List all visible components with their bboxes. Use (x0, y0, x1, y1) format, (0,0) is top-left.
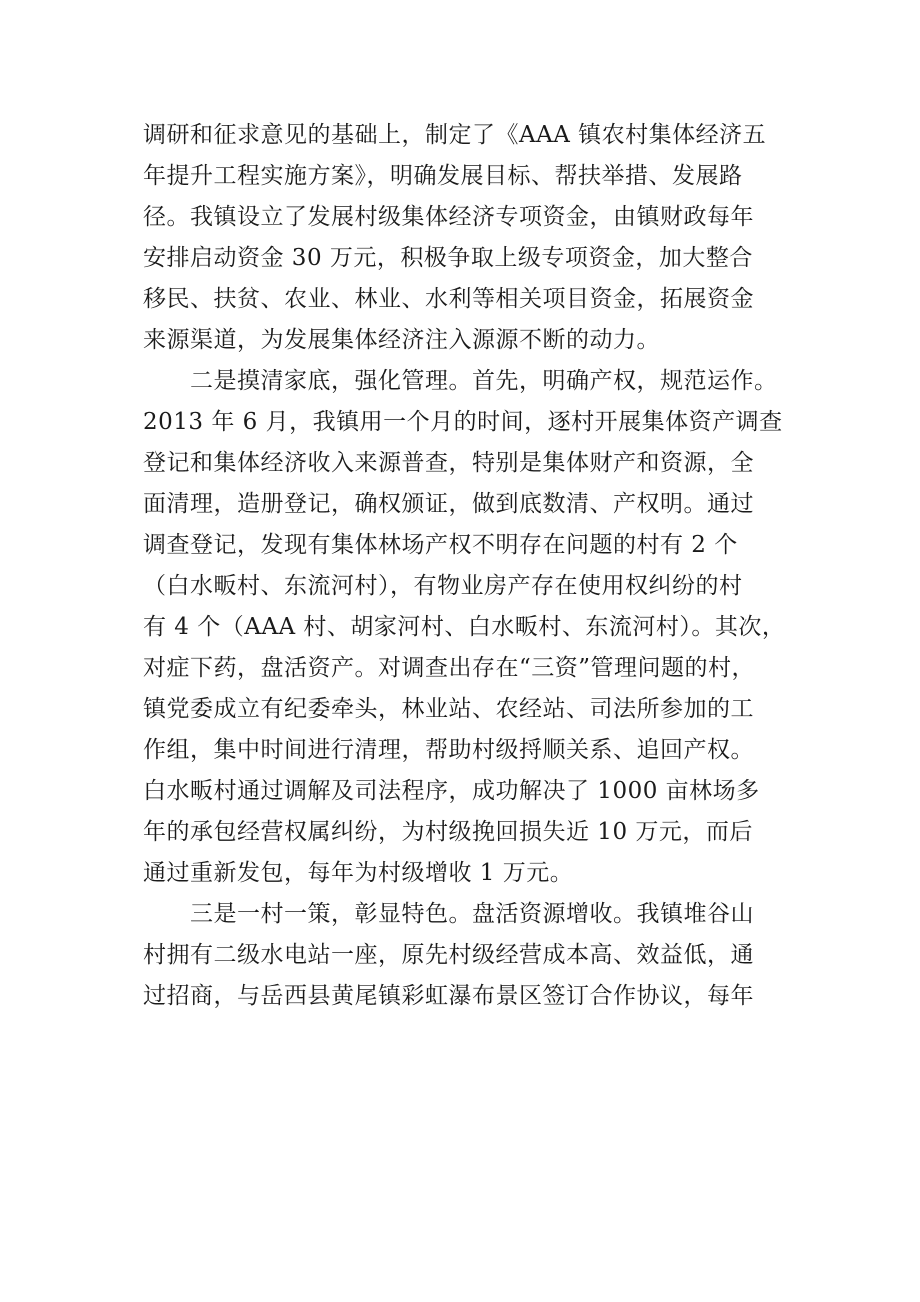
paragraph-asset-management (143, 361, 786, 894)
text-line: 三是一村一策，彰显特色。盘活资源增收。我镇堆谷山 (143, 901, 754, 927)
text-line: 年提升工程实施方案》，明确发展目标、帮扶举措、发展路 (143, 163, 743, 189)
text-line: 二是摸清家底，强化管理。首先，明确产权，规范运作。 (143, 368, 778, 394)
text-line: 调查登记，发现有集体林场产权不明存在问题的村有 2 个 (143, 532, 738, 558)
text-line: 来源渠道，为发展集体经济注入源源不断的动力。 (143, 327, 660, 353)
text-line: 安排启动资金 30 万元，积极争取上级专项资金，加大整合 (143, 245, 753, 271)
text-line: 对症下药，盘活资产。对调查出存在“三资”管理问题的村， (143, 655, 756, 681)
paragraph-funding (143, 115, 783, 361)
text-line: 移民、扶贫、农业、林业、水利等相关项目资金，拓展资金 (143, 286, 754, 312)
text-line: 作组，集中时间进行清理，帮助村级捋顺关系、追回产权。 (143, 737, 754, 763)
text-line: 过招商，与岳西县黄尾镇彩虹瀑布景区签订合作协议，每年 (143, 983, 754, 1009)
text-line: 调研和征求意见的基础上，制定了《AAA 镇农村集体经济五 (143, 122, 767, 148)
paragraph-village-strategy (143, 894, 783, 1017)
text-line: 村拥有二级水电站一座，原先村级经营成本高、效益低，通 (143, 942, 754, 968)
text-line: 通过重新发包，每年为村级增收 1 万元。 (143, 860, 574, 886)
text-line: 白水畈村通过调解及司法程序，成功解决了 1000 亩林场多 (143, 778, 760, 804)
text-line: 镇党委成立有纪委牵头，林业站、农经站、司法所参加的工 (143, 696, 754, 722)
text-line: （白水畈村、东流河村），有物业房产存在使用权纠纷的村 (143, 573, 743, 599)
text-line: 年的承包经营权属纠纷，为村级挽回损失近 10 万元，而后 (143, 819, 753, 845)
document-body (143, 115, 786, 1017)
text-line: 有 4 个（AAA 村、胡家河村、白水畈村、东流河村）。其次， (143, 614, 786, 640)
text-line: 面清理，造册登记，确权颁证，做到底数清、产权明。通过 (143, 491, 754, 517)
text-line: 径。我镇设立了发展村级集体经济专项资金，由镇财政每年 (143, 204, 754, 230)
text-line: 登记和集体经济收入来源普查，特别是集体财产和资源，全 (143, 450, 754, 476)
text-line: 2013 年 6 月，我镇用一个月的时间，逐村开展集体资产调查 (143, 409, 783, 435)
